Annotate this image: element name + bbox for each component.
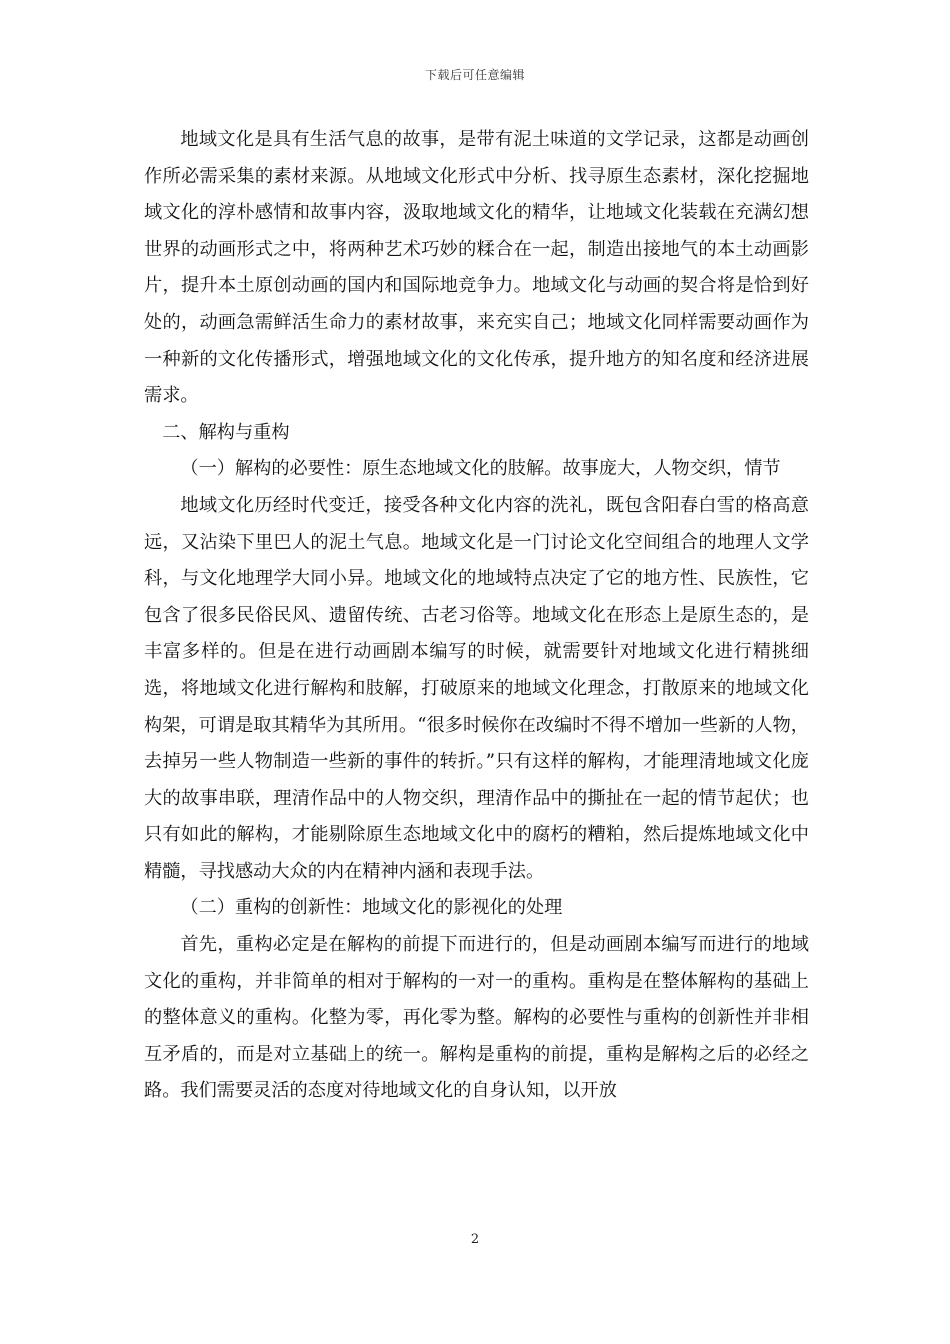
page-number: 2: [470, 1232, 480, 1247]
document-body: [144, 122, 809, 1110]
body-paragraph: 地域文化历经时代变迁，接受各种文化内容的洗礼，既包含阳春白雪的格高意远，又沾染下里巴人的泥土气息。地域文化是一门讨论文化空间组合的地理人文学科，与文化地理学大同小异。地域文化的地域特点决定了它的地方性、民族性，它包含了很多民俗民风、遗留传统、古老习俗等。地域文化在形态上是原生态的，是丰富多样的。但是在进行动画剧本编写的时候，就需要针对地域文化进行精挑细选，将地域文化进行解构和肢解，打破原来的地域文化理念，打散原来的地域文化构架，可谓是取其精华为其所用。“很多时候你在改编时不得不增加一些新的人物，去掉另一些人物制造一些新的事件的转折。”只有这样的解构，才能理清地域文化庞大的故事串联，理清作品中的人物交织，理清作品中的撕扯在一起的情节起伏；也只有如此的解构，才能剔除原生态地域文化中的腐朽的糟粕，然后提炼地域文化中精髓，寻找感动大众的内在精神内涵和表现手法。: [144, 494, 809, 882]
body-paragraph: 首先，重构必定是在解构的前提下而进行的，但是动画剧本编写而进行的地域文化的重构，并非简单的相对于解构的一对一的重构。重构是在整体解构的基础上的整体意义的重构。化整为零，再化零为整。解构的必要性与重构的创新性并非相互矛盾的，而是对立基础上的统一。解构是重构的前提，重构是解构之后的必经之路。我们需要灵活的态度对待地域文化的自身认知，以开放: [144, 934, 809, 1102]
page-header-note: 下载后可任意编辑: [424, 68, 525, 82]
subsection-heading: （一）解构的必要性：原生态地域文化的肢解。故事庞大，人物交织，情节: [180, 458, 781, 480]
body-paragraph: 地域文化是具有生活气息的故事，是带有泥土味道的文学记录，这都是动画创作所必需采集的素材来源。从地域文化形式中分析、找寻原生态素材，深化挖掘地域文化的淳朴感情和故事内容，汲取地域文化的精华，让地域文化装载在充满幻想世界的动画形式之中，将两种艺术巧妙的糅合在一起，制造出接地气的本土动画影片，提升本土原创动画的国内和国际地竞争力。地域文化与动画的契合将是恰到好处的，动画急需鲜活生命力的素材故事，来充实自己；地域文化同样需要动画作为一种新的文化传播形式，增强地域文化的文化传承，提升地方的知名度和经济进展需求。: [144, 129, 809, 407]
subsection-heading: （二）重构的创新性：地域文化的影视化的处理: [180, 897, 563, 919]
section-heading: 二、解构与重构: [162, 421, 290, 443]
